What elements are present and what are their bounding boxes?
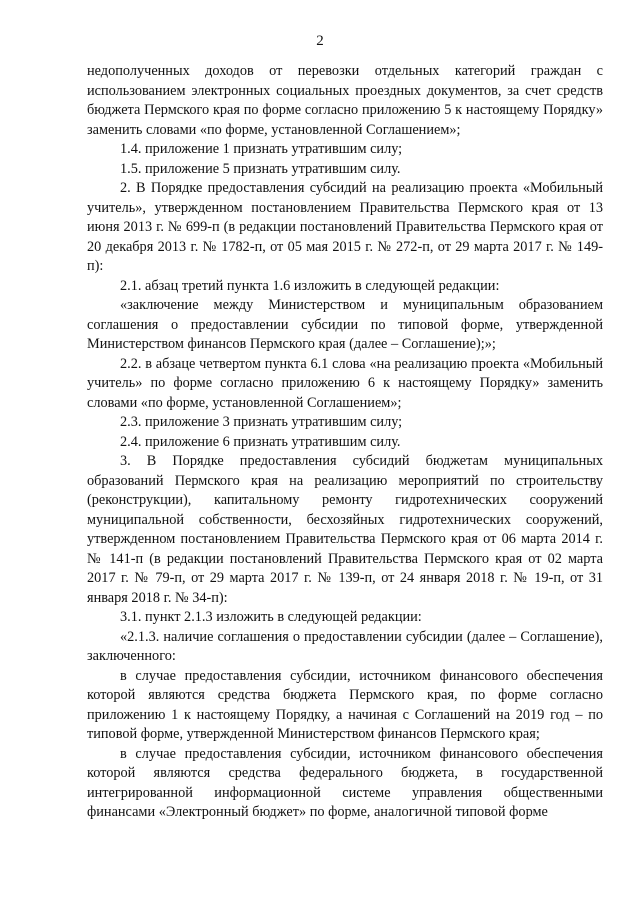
document-body [87,62,603,823]
paragraph-item-2-2: 2.2. в абзаце четвертом пункта 6.1 слова «на реализацию проекта «Мобильный учитель» по форме согласно приложению 6 к настоящему Порядку» заменить словами «по форме, установленной Соглашением»; [87,355,603,411]
page-number: 2 [316,33,324,49]
paragraph-item-2-1: 2.1. абзац третий пункта 1.6 изложить в следующей редакции: [120,277,500,294]
paragraph-item-1-5: 1.5. приложение 5 признать утратившим силу. [120,160,401,177]
paragraph-1: недополученных доходов от перевозки отдельных категорий граждан с использованием электронных социальных проездных документов, за счет средств бюджета Пермского края по форме согласно приложению 5 к настоящему Порядку» заменить словами «по форме, установленной Соглашением»; [87,63,603,138]
paragraph-quote-2-1: «заключение между Министерством и муниципальным образованием соглашения о предоставлении субсидии по типовой форме, утвержденной Министерством финансов Пермского края (далее – Соглашение);»; [87,297,603,352]
paragraph-item-3-1: 3.1. пункт 2.1.3 изложить в следующей редакции: [120,609,422,625]
paragraph-item-3: 3. В Порядке предоставления субсидий бюджетам муниципальных образований Пермского края на реализацию мероприятий по строительству (реконструкции), капитальному ремонту гидротехнических сооружений муниципальной собственности, бесхозяйных гидротехнических сооружений, утвержденном постановлением Правительства Пермского края от 06 марта 2014 г. № 141-п (в редакции постановлений Правительства Пермского края от 02 марта 2017 г. № 79-п, от 29 марта 2017 г. № 139-п, от 24 января 2018 г. № 19-п, от 31 января 2018 г. № 34-п): [87,453,603,606]
paragraph-case-federal-budget: в случае предоставления субсидии, источником финансового обеспечения которой являются средства федерального бюджета, в государственной интегрированной информационной системе управления общественными финансами «Электронный бюджет» по форме, аналогичной типовой форме [87,745,603,820]
paragraph-item-2: 2. В Порядке предоставления субсидий на реализацию проекта «Мобильный учитель», утвержденном постановлением Правительства Пермского края от 13 июня 2013 г. № 699-п (в редакции постановлений Правительства Пермского края от 20 декабря 2013 г. № 1782-п, от 05 мая 2015 г. № 272-п, от 29 марта 2017 г. № 149-п): [87,180,603,274]
paragraph-item-2-1-3: «2.1.3. наличие соглашения о предоставлении субсидии (далее – Соглашение), заключенного: [87,628,603,664]
paragraph-item-1-4: 1.4. приложение 1 признать утратившим силу; [120,141,403,157]
paragraph-item-2-3: 2.3. приложение 3 признать утратившим силу; [120,414,403,430]
paragraph-item-2-4: 2.4. приложение 6 признать утратившим силу. [120,433,401,450]
paragraph-case-regional-budget: в случае предоставления субсидии, источником финансового обеспечения которой являются средства бюджета Пермского края, по форме согласно приложению 1 к настоящему Порядку, а начиная с Соглашений на 2019 год – по типовой форме, утвержденной Министерством финансов Пермского края; [87,667,603,742]
